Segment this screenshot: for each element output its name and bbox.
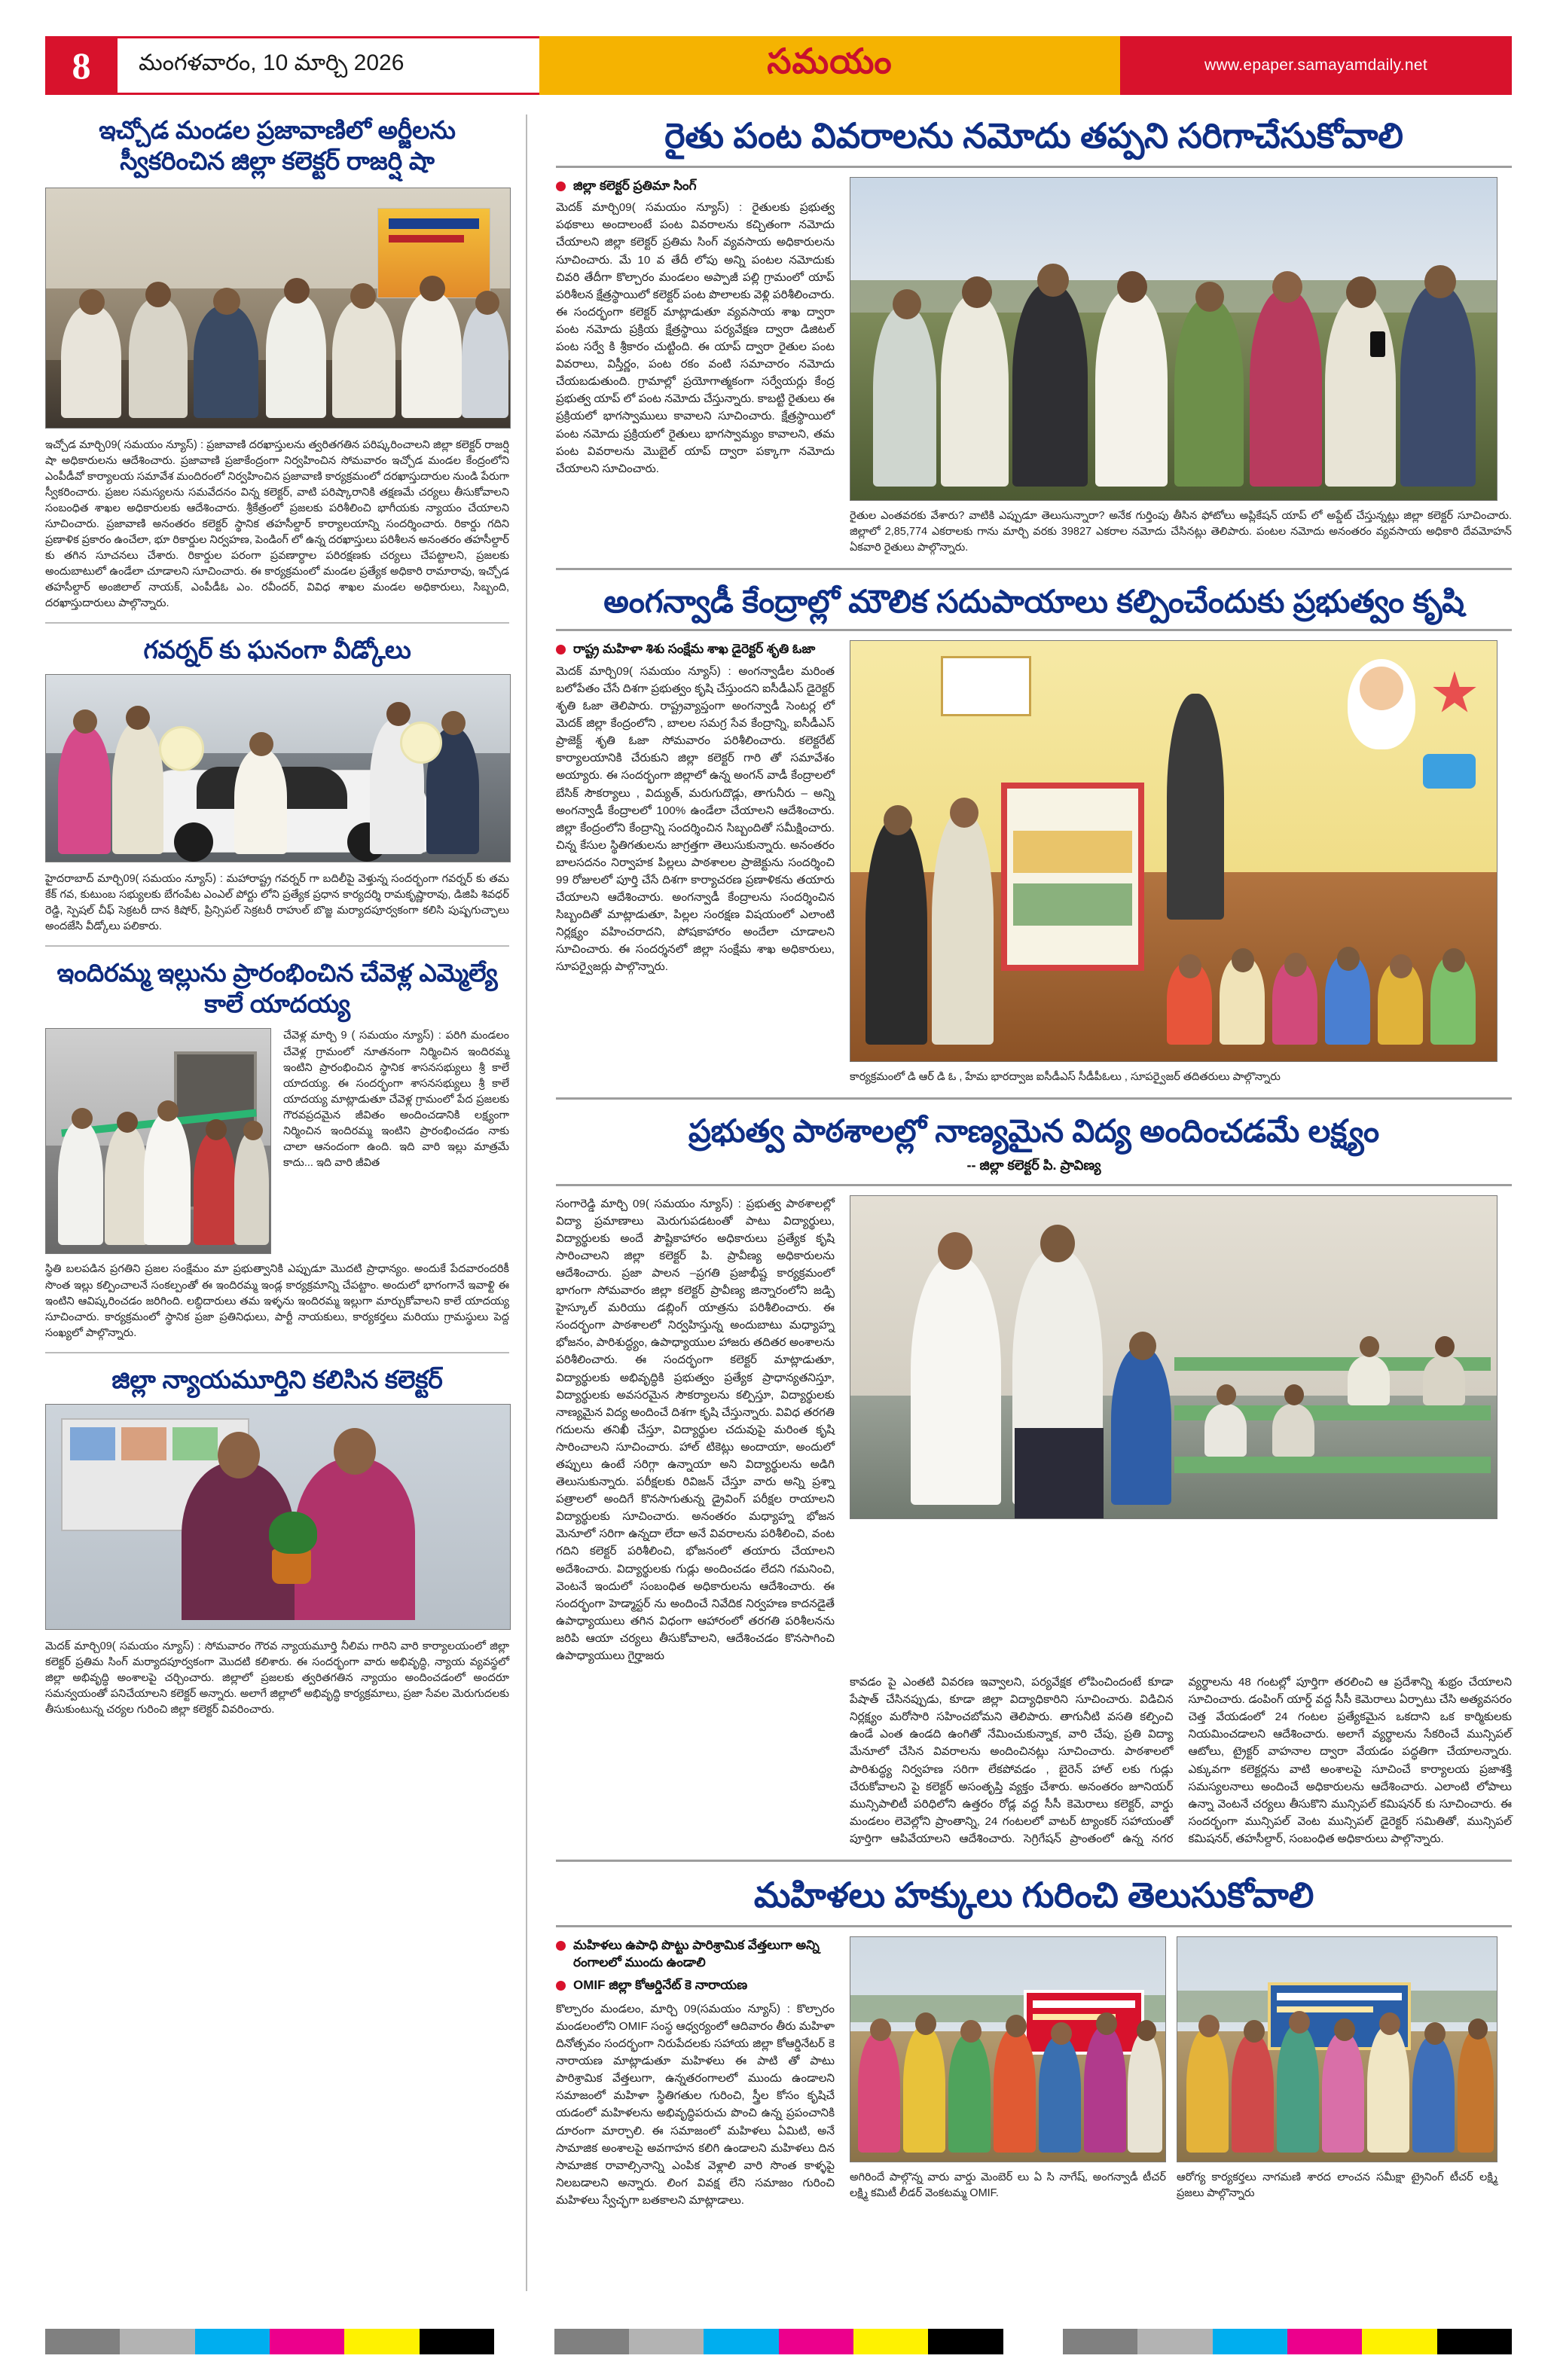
byline-text: రాష్ట్ర మహిళా శిశు సంక్షేమ శాఖ డైరెక్టర్ శృతి ఓజా	[573, 642, 816, 657]
article-prajavani	[45, 114, 509, 612]
divider	[556, 568, 1512, 570]
caption-women-rally-left: అగిరిందే పాల్గొన్న వారు వార్డు మెంబెర్ లు ఏ సి నాగేష్, అంగన్వాడీ టీచర్ లక్ష్మి కమిటీ లీడర్ వెంకటమ్మ OMIF.	[850, 2171, 1166, 2199]
color-swatch	[1287, 2329, 1362, 2354]
color-swatch	[779, 2329, 853, 2354]
registration-color-bar	[45, 2329, 1512, 2354]
headline-prajavani: ఇచ్చోడ మండల ప్రజావాణిలో అర్జీలను స్వీకరించిన జిల్లా కలెక్టర్ రాజర్షి షా	[99, 116, 456, 175]
bullet-women-2	[556, 1976, 835, 1994]
article-women-rights	[556, 1874, 1512, 2209]
byline-govt-schools: -- జిల్లా కలెక్టర్ పి. ప్రావిణ్య	[966, 1157, 1101, 1173]
photo-school-inspection	[850, 1195, 1497, 1519]
caption-anganwadi: కార్యక్రమంలో డి ఆర్ డి ఓ , హేమ భారద్వాజ ఐసీడీఎస్ సీడీపీఓలు , సూపర్వైజర్ తదితరులు పాల్గొన్నారు	[850, 1071, 1281, 1084]
divider	[45, 622, 509, 624]
body-crop-registration: మెదక్ మార్చి09( సమయం న్యూస్) : రైతులకు ప్రభుత్వ పథకాలు అందాలంటే పంట వివరాలను కచ్చితంగా నమోదు చేయాలని జిల్లా కలెక్టర్ ప్రతిమ సింగ్ వ్యవసాయ అధికారులను సూచించారు. మే 10 వ తేదీ లోపు అన్ని పంటల నమోదుకు చివరి తేదీగా కొల్చారం మండలం అప్పాజీ పల్లి గ్రామంలో యాప్ పరిశీలన క్షేత్రస్థాయిలో కలెక్టర్ పంట పొలాలకు వెళ్లి పరిశీలించారు. ఈ సందర్భంగా కలెక్టర్ మాట్లాడుతూ వ్యవసాయ శాఖ ద్వారా పంట నమోదు ప్రక్రియ క్షేత్రస్థాయి పర్యవేక్షణ ద్వారా డిజిటల్ పంట సర్వే కి శ్రీకారం చుట్టింది. ఈ యాప్ ద్వారా రైతుల పంట వివరాలు, విస్తీర్ణం, పంట రకం వంటి సమాచారం నమోదు చేయబడుతుంది. గ్రామాల్లో ప్రయోగాత్మకంగా సర్వేయర్లు కేంద్ర ప్రభుత్వ యాప్ లో పంట నమోదు చేస్తున్నారు. కాబట్టి రైతులు ఈ ప్రక్రియలో భాగస్వాములు కావాలని సూచించారు. క్షేత్రస్థాయిలో పంట నమోదు ప్రక్రియలో రైతులు భాగస్వామ్యం కావాలని, తమ పంట వివరాలను మొబైల్ యాప్ ద్వారా పక్కాగా నమోదు చేయాలని సూచించారు.	[556, 201, 835, 475]
caption-women-rally-right: ఆరోగ్య కార్యకర్తలు నాగమణి శారద లాంచన సమీక్షా ట్రైనింగ్ టీచర్ లక్ష్మి ప్రజలు పాల్గొన్నారు	[1177, 2171, 1497, 2199]
color-swatch	[420, 2329, 494, 2354]
color-swatch	[629, 2329, 704, 2354]
caption-collector-judge: మెదక్ మార్చి09( సమయం న్యూస్) : సోమవారం గౌరవ న్యాయమూర్తి నీలిమ గారిని వారి కార్యాలయంలో జిల్లా కలెక్టర్ ప్రతిమ సింగ్ మర్యాదపూర్వకంగా మొదటి కలిశారు. ఈ సందర్భంగా వారు అభివృద్ధి, న్యాయ వ్యవస్థలో జిల్లా అభివృద్ధి అంశాలపై చర్చించారు. జిల్లాలో ప్రజలకు త్వరితగతిన న్యాయం అందించడంలో అందరూ సమన్వయంతో పనిచేయాలని కలెక్టర్ అన్నారు. అలాగే జిల్లాలో అభివృద్ధి కార్యక్రమాలు, ప్రజా సేవల మెరుగుదలకు తీసుకుంటున్న చర్యల గురించి జిల్లా కలెక్టర్ వివరించారు.	[45, 1640, 509, 1716]
color-swatch	[1437, 2329, 1512, 2354]
photo-governor-farewell	[45, 674, 511, 862]
photo-prajavani-meeting	[45, 188, 511, 429]
photo-anganwadi-centre	[850, 640, 1497, 1062]
left-column	[45, 114, 527, 2291]
headline-women-rights: మహిళలు హక్కులు గురించి తెలుసుకోవాలి	[753, 1875, 1314, 1915]
article-collector-judge	[45, 1364, 509, 1718]
bullet-dot-icon	[556, 645, 566, 654]
bullet-dot-icon	[556, 182, 566, 191]
bullet-women-1	[556, 1936, 835, 1973]
divider	[556, 1184, 1512, 1186]
color-swatch	[1137, 2329, 1212, 2354]
color-swatch	[1362, 2329, 1436, 2354]
headline-governor: గవర్నర్ కు ఘనంగా వీడ్కోలు	[143, 635, 411, 664]
masthead-title-band	[539, 36, 1120, 95]
caption-indiramma-lead: చేవెళ్ల మార్చి 9 ( సమయం న్యూస్) : పరిగి మండలం చేవెళ్ల గ్రామంలో నూతనంగా నిర్మించిన ఇందిరమ్మ ఇంటిని ప్రారంభించిన స్థానిక శాసనసభ్యులు శ్రీ కాలే యాదయ్య. ఈ సందర్భంగా శాసనసభ్యులు శ్రీ కాలే యాదయ్య మాట్లాడుతూ చేవెళ్ల గ్రామంలో పేద ప్రజలకు గౌరవప్రదమైన జీవితం అందించడానికి లక్ష్యంగా నిర్మించిన ఇందిరమ్మ ఇంటిని ప్రారంభించడం నాకు చాలా ఆనందంగా ఉంది. ఇది వారి ఇల్లు మాత్రమే కాదు... ఇది వారి జీవిత	[283, 1030, 509, 1169]
headline-indiramma: ఇందిరమ్మ ఇల్లును ప్రారంభించిన చేవెళ్ల ఎమ్మెల్యే కాలే యాదయ్య	[56, 958, 498, 1018]
headline-anganwadi: అంగన్వాడీ కేంద్రాల్లో మౌలిక సదుపాయాలు కల్పించేందుకు ప్రభుత్వం కృషి	[603, 583, 1464, 619]
photo-women-rally-left	[850, 1936, 1166, 2162]
right-column	[556, 114, 1512, 2291]
color-swatch	[1063, 2329, 1137, 2354]
page-content	[45, 114, 1512, 2299]
body-women-rights: కొల్చారం మండలం, మార్చి 09(సమయం న్యూస్) : కొల్చారం మండలంలోని OMIF సంస్థ ఆధ్వర్యంలో ఆదివారం తీరు మహిళా దినోత్సవం సందర్భంగా నిరుపేదలకు సహాయ జిల్లా కోఆర్డినేటర్ కె నారాయణ మాట్లాడుతూ మహిళలు ఈ పాటి తో పాటు పారిశ్రామిక వేత్తలుగా, ఉన్నతరంగాలలో ముందు ఉండాలని సమాజంలో మహిళా స్థితిగతుల గురించి, స్త్రీల కోసం కృషిచే యడంలో మహిళలను అభివృద్ధిపరుచు పొంచి ఉన్న ప్రపంచానికి దూరంగా మార్చాలి. ఈ సమాజంలో మహిళలు ఏమిటి, అనే సామాజిక అంశాలపై అవగాహన కలిగి ఉండాలని మహిళలు దిన సామాజిక రావాల్సినాన్ని ఎంపిక వెళ్లాలి వారి సొంత కాళ్ళపై నిలబడాలని అన్నారు. లింగ వివక్ష లేని సమాజం గురించి మహిళలు స్వేచ్ఛగా బతకాలని మాట్లాడాలు.	[556, 2002, 835, 2207]
masthead	[45, 36, 1512, 95]
divider	[45, 1352, 509, 1353]
caption-indiramma-rest: స్థితి బలపడిన ప్రగతిని ప్రజల సంక్షేమం మా ప్రభుత్వానికి ఎప్పుడూ మొదటి ప్రాధాన్యం. అందుకే పేదవారందరికీ సొంత ఇల్లు కల్పించాలనే సంకల్పంతో ఈ ఇందిరమ్మ ఇండ్ల కార్యక్రమాన్ని చేపట్టాం. అందులో భాగంగానే ఇవాళ్టి ఈ ఇంటిని ఆవిష్కరించడం జరిగింది. లబ్ధిదారులు తమ ఇళ్ళను ఇందిరమ్మ ఇల్లుగా మార్చుకోవాలని కాలే యాదయ్య సూచించారు. కార్యక్రమంలో స్థానిక ప్రజా ప్రతినిధులు, పార్టీ నాయకులు, కార్యకర్తలు మరియు గ్రామస్థులు పెద్ద సంఖ్యలో పాల్గొన్నారు.	[45, 1263, 509, 1339]
byline-crop	[556, 177, 835, 195]
photo-women-rally-right	[1177, 1936, 1497, 2162]
body-govt-schools-col2: కావడం పై ఎంతటి వివరణ ఇవ్వాలని, పర్యవేక్షక లోపించిందంటే కూడా పేషాత్ చేసినప్పుడు, కూడా జిల్లా విద్యాధికారిని సూచించారు. విడిచిన నిర్లక్ష్యం మరోసారి సహించబోమని తెలిపారు. తాగునీటి వసతి కల్పించి ఉండే ఎంత ఉండది ఉంగితో నేమించుకున్నాక, వారి చేపు, ప్రతి విద్యా మేనూలో చేసిన వివరాలను అందించినట్లు సూచించారు. పాఠశాలలో పారిశుద్ధ్య నిర్వహణ సరిగా లేకపోవడం , బైరెన్ హాల్ లకు గుడ్లు చేరుకోవాలని పై కలెక్టర్ అసంతృప్తి వ్యక్తం చేశారు. అనంతరం జూనియర్ మున్సిపాలిటీ పరిధిలోని ఉత్తరం రోడ్ల వద్ద సీసీ కెమెరాలు కలెక్టర్, వార్డు మండలం లెవెల్లోని ప్రాంతాన్ని, 24 గంటలలో వాటర్ ట్యాంకర్ సహాయంతో పూర్తిగా ఆపివేయాలని ఆదేశించారు. సెగ్రిగేషన్ ప్రాంతంలో ఉన్న నగర వ్యర్థాలను 48 గంటల్లో పూర్తిగా తరలించి ఆ ప్రదేశాన్ని శుభ్రం చేయాలని సూచించారు. డంపింగ్ యార్డ్ వద్ద సీసీ కెమెరాలు ఏర్పాటు చేసి అత్యవసరం చెత్త వేయడంలో 24 గంటల ప్రత్యేకమైన ఒకదాని ఒక కార్మికులకు నియమించడాలని ఆదేశించారు. అలాగే వ్యర్థాలను సేకరించే మున్సిపల్ ఆటోలు, ట్రైక్టర్ వాహనాల ద్వారా వేయడం పద్ధతిగా చేయాలన్నారు. ఎక్కువగా కలెక్టర్లను వాటి అంశాలపై సూచించే కార్యాలయ ప్రజాశక్తి సమస్యలనాలు అందించే అధికారులను ఆదేశించారు. ఎలాంటి లోపాలు ఉన్నా వెంటనే చర్యలు తీసుకొని మున్సిపల్ కమిషనర్ కు సూచించారు. ఈ సందర్భంగా మున్సిపల్ వెంట మున్సిపల్ డైరెక్టర్ సమితితో, మున్సిపల్ కమిషనర్, తహసీల్దార్, సంబంధిత అధికారులు పాల్గొన్నారు.	[850, 1676, 1512, 1845]
color-swatch	[195, 2329, 270, 2354]
caption-governor: హైదరాబాద్ మార్చి09( సమయం న్యూస్) : మహారాష్ట్ర గవర్నర్ గా బదిలీపై వెళ్తున్న సందర్భంగా గవర్నర్ కు తమ కేక్ గవ, కుటుంబ సభ్యులకు బేగంపేట ఎంఎల్ పోర్టు లోని ప్రత్యేక ప్రధాన కార్యదర్శి రామకృష్ణారావు, డిజిపి శివధర్ రెడ్డి, స్పెషల్ చీఫ్ సెక్రటరీ దాన కిషోర్, ప్రిన్సిపల్ సెక్రటరీ రాహుల్ బొజ్జ మర్యాదపూర్వకంగా కలిసి పుష్పగుచ్ఛాలు అందజేసి వీడ్కోలు పలికారు.	[45, 872, 509, 932]
photo-banner-board	[1024, 1990, 1144, 2055]
divider	[45, 945, 509, 947]
color-bar-gap	[1003, 2329, 1063, 2354]
body-govt-schools-col1: సంగారెడ్డి మార్చి 09( సమయం న్యూస్) : ప్రభుత్వ పాఠశాలల్లో విద్యా ప్రమాణాలు మెరుగుపడటంతో పాటు విద్యార్థులు, విద్యార్థులకు అందే పౌష్టికాహారం అధికారులు ప్రత్యేక కృషి సారించాలని జిల్లా కలెక్టర్ పి. ప్రావీణ్య అధికారులను ఆదేశించారు. ప్రజా పాలన –ప్రగతి ప్రజాభీష్ట కార్యక్రమంలో భాగంగా సోమవారం జిల్లా కలెక్టర్ ప్రావీణ్య జిన్నారంలోని జడ్పి హైస్కూల్ మరియు డబ్లింగ్ యాత్రను పరిశీలించారు. ఈ సందర్భంగా పాఠశాలలో నిర్వహిస్తున్న అందుబాటు మధ్యాహ్న భోజనం, పారిశుద్ధ్యం, ఉపాధ్యాయుల హాజరు తదితర అంశాలను పరిశీలించారు. ఈ సందర్భంగా కలెక్టర్ మాట్లాడుతూ, విద్యార్థులకు అభివృద్ధికి ప్రభుత్వం ప్రత్యేక ప్రాధాన్యతనిస్తూ, విద్యార్థులకు అవసరమైన సౌకర్యాలను కల్పిస్తూ, విద్యార్థులకు నాణ్యమైన విద్య అందించే దిశగా కృషి చేస్తున్నారు. వివిధ తరగతి గదులను తనిఖీ చేస్తూ, విద్యార్థుల చదువుపై మరింత కృషి సారించాలని సూచించారు. హాల్ టికెట్లు అందాయా, అందులో తప్పులు ఉంటే సరిగ్గా ఉన్నాయా అని విద్యార్థులను అడిగి తెలుసుకున్నారు. పరీక్షలకు రివిజన్ చేస్తూ వారు అన్ని ప్రశ్నా పత్రాలలో అందిగే కొనసాగుతున్న డ్రైవింగ్ పరీక్షల రాయాలని విద్యార్థులకు సూచించారు. అనంతరం మధ్యాహ్న భోజన మెనూలో సరిగా ఉన్నదా లేదా అనే వివరాలను పరిశీలించి, వంట గదిని కలెక్టర్ పరిశీలించి, భోజనంలో తయారు చేయాలని అదేశించారు. విద్యార్థులకు గుడ్లు అందించడం లేదని గమనించి, వెంటనే ఇందులో సంబంధిత అధికారులను ఆదేశించారు. ఈ సందర్భంగా హెడ్మాస్టర్ ను అందించే నివేదిక నిర్వహణ కాదనడైతే ఉపాధ్యాయులు తగిన విధంగా ఆహారంలో తరగతి పరిశీలనను జరిపి ఆయా చర్యలు తీసుకోవాలని, ఆదేశించడం కొనసాగించి ఉపాధ్యాయులు గైర్హాజరు	[556, 1197, 835, 1662]
photo-collector-judge	[45, 1404, 511, 1630]
divider	[556, 1860, 1512, 1862]
color-swatch	[554, 2329, 629, 2354]
bullet-text: మహిళలు ఉపాధి పొట్టు పారిశ్రామిక వేత్తలుగా అన్ని రంగాలలో ముందు ఉండాలి	[573, 1937, 820, 1970]
bullet-dot-icon	[556, 1941, 566, 1951]
body-anganwadi: మెదక్ మార్చి09( సమయం న్యూస్) : అంగన్వాడీల మరింత బలోపేతం చేసే దిశగా ప్రభుత్వం కృషి చేస్తుందని ఐసీడీఎస్ డైరెక్టర్ శృతి ఓజా తెలిపారు. రాష్ట్రవ్యాప్తంగా అంగన్వాడీ సెంటర్ల లో మెదక్ జిల్లా కేంద్రంలోని , బాలల సమగ్ర సేవ కేంద్రాన్ని, ఐసీడీఎస్ ప్రాజెక్ట్ శృతి ఓజా సోమవారం పరిశీలించారు. కలెక్టరేట్ కార్యాలయానికి చేరుకుని జిల్లా కలెక్టర్ గారి తో సమావేశం అయ్యారు. ఈ సందర్భంగా జిల్లాలో ఉన్న అంగన్ వాడీ కేంద్రాలలో బేసిక్ సౌకర్యాలు , విద్యుత్, మరుగుదొడ్లు, తాగునీరు – అన్ని అంగన్వాడీ కేంద్రాలలో 100% ఉండేలా చేయాలని ఆదేశించారు. జిల్లా కేంద్రంలోని కేంద్రాన్ని సందర్శించిన సిబ్బందితో సమీక్షించారు. చిన్న కేసుల స్థితిగతులను జాగ్రత్తగా తెలుసుకున్నారు. అనంతరం బాలసదనం నిర్వాహక పిల్లలు పాఠశాలల ప్రాజెక్టును సందర్శించి 99 రోజులలో పూర్తి చేసే దిశగా కార్యాచరణ ప్రణాళికను తయారు చేయాలని ఆదేశించారు. అంగన్వాడీ కేంద్రాలను సందర్శించిన సిబ్బందితో మాట్లాడుతూ, పిల్లల సంరక్షణ విషయంలో ఎలాంటి నిర్లక్ష్యం వహించరాదని, పోషకాహారం అందేలా చూడాలని సూచించారు. ఈ సందర్శనలో జిల్లా సంక్షేమ శాఖ అధికారులు, సూపర్వైజర్లు పాల్గొన్నారు.	[556, 664, 835, 974]
photo-crop-field-visit	[850, 177, 1497, 501]
byline-text: జిల్లా కలెక్టర్ ప్రతిమా సింగ్	[573, 178, 697, 193]
color-swatch	[344, 2329, 419, 2354]
photo-ribbon-cutting	[45, 1028, 271, 1254]
headline-govt-schools: ప్రభుత్వ పాఠశాలల్లో నాణ్యమైన విద్య అందించడమే లక్ష్యం	[688, 1113, 1379, 1149]
color-swatch	[45, 2329, 120, 2354]
article-governor-farewell	[45, 634, 509, 935]
bullet-text: OMIF జిల్లా కోఆర్డినేట్ కె నారాయణ	[573, 1978, 748, 1993]
article-govt-schools	[556, 1112, 1512, 1848]
color-swatch	[1213, 2329, 1287, 2354]
website-url[interactable]: www.epaper.samayamdaily.net	[1120, 36, 1512, 95]
divider	[556, 629, 1512, 631]
article-crop-registration	[556, 114, 1512, 556]
color-bar-gap	[494, 2329, 554, 2354]
divider	[556, 1925, 1512, 1927]
article-indiramma-house	[45, 957, 509, 1341]
color-swatch	[120, 2329, 194, 2354]
divider	[556, 1097, 1512, 1100]
bullet-dot-icon	[556, 1981, 566, 1991]
caption-crop-field-visit: రైతుల ఎంతవరకు వేశారు? వాటికి ఎప్పుడూ తెలుసున్నారా? అనేక గుర్తింపు తీసిన ఫోటోలు అప్లికేషన్ యాప్ లో అప్డేట్ చేస్తున్నట్లు జిల్లా కలెక్టర్ సూచించారు. జిల్లాలో 2,85,774 ఎకరాలకు గాను మార్చి వరకు 39827 ఎకరాల నమోదు చేసినట్లు తెలిపారు. పంటల నమోదు అనంతరం వ్యవసాయ అధికారి దేవమోహన్ ఏకవారి రైతులు పాల్గొన్నారు.	[850, 509, 1512, 554]
color-swatch	[704, 2329, 778, 2354]
page-number: 8	[45, 36, 118, 95]
headline-crop-registration: రైతు పంట వివరాలను నమోదు తప్పని సరిగాచేసుకోవాలి	[664, 116, 1403, 155]
paper-title: సమయం	[767, 41, 893, 81]
divider	[556, 166, 1512, 168]
headline-collector-judge: జిల్లా న్యాయమూర్తిని కలిసిన కలెక్టర్	[111, 1365, 443, 1393]
article-anganwadi	[556, 582, 1512, 1086]
byline-anganwadi	[556, 640, 835, 658]
issue-date: మంగళవారం, 10 మార్చి 2026	[118, 36, 539, 95]
color-swatch	[928, 2329, 1003, 2354]
color-swatch	[270, 2329, 344, 2354]
color-swatch	[853, 2329, 928, 2354]
caption-prajavani: ఇచ్చోడ మార్చి09( సమయం న్యూస్) : ప్రజావాణి దరఖాస్తులను త్వరితగతిన పరిష్కరించాలని జిల్లా కలెక్టర్ రాజర్షి షా అధికారులను ఆదేశించారు. ప్రజావాణి ప్రజాకేంద్రంగా నిర్వహించిన సోమవారం ఇచ్చోడ మండల కేంద్రంలోని ఎంపీడీవో కార్యాలయ సమావేశ మందిరంలో నిర్వహించిన ప్రజావాణి కార్యక్రమంలో దరఖాస్తుదారుల నుండి పేరుగా స్వీకరించారు. ప్రజల సమస్యలను సమవేదనం విన్న కలెక్టర్, వాటి పరిష్కారానికి తక్షణమే చర్యలు తీసుకోవాలని సంబంధిత శాఖల అధికారులకు ఆదేశించారు. శ్రీకేత్రంలో ప్రజలకు పరిశీలించి భాగీయకు న్యాయం చేయాలని సూచించారు. ప్రజావాణి అనంతరం కలెక్టర్ స్థానిక తహసీల్దార్ కార్యాలయాన్ని సందర్శించారు. రికార్డు గదిని ప్రణాళిక ప్రకారం ఉంచేలా, భూ రికార్డుల నిర్వహణ, పెండింగ్ లో ఉన్న దరఖాస్తులు పరిశీలన అనంతరం తహసీల్దార్ కు తగిన సూచనలు చేశారు. రికార్డుల పరంగా ప్రవణార్ధాల పరిరక్షణకు చర్యలు చేపట్టాలని, ప్రజలకు అందుబాటులో ఉండేలా చూడాలని సూచించారు. ఈ కార్యక్రమంలో మండల ప్రత్యేక అధికారి రామారావు, ఇచ్చోడ తహసీల్దార్ అంజిలాల్ నాయక్, ఎంపీడీఓ ఎం. రవీందర్, వివిధ శాఖల మండల అధికారులు, సిబ్బంది, దరఖాస్తుదారులు పాల్గొన్నారు.	[45, 438, 509, 609]
